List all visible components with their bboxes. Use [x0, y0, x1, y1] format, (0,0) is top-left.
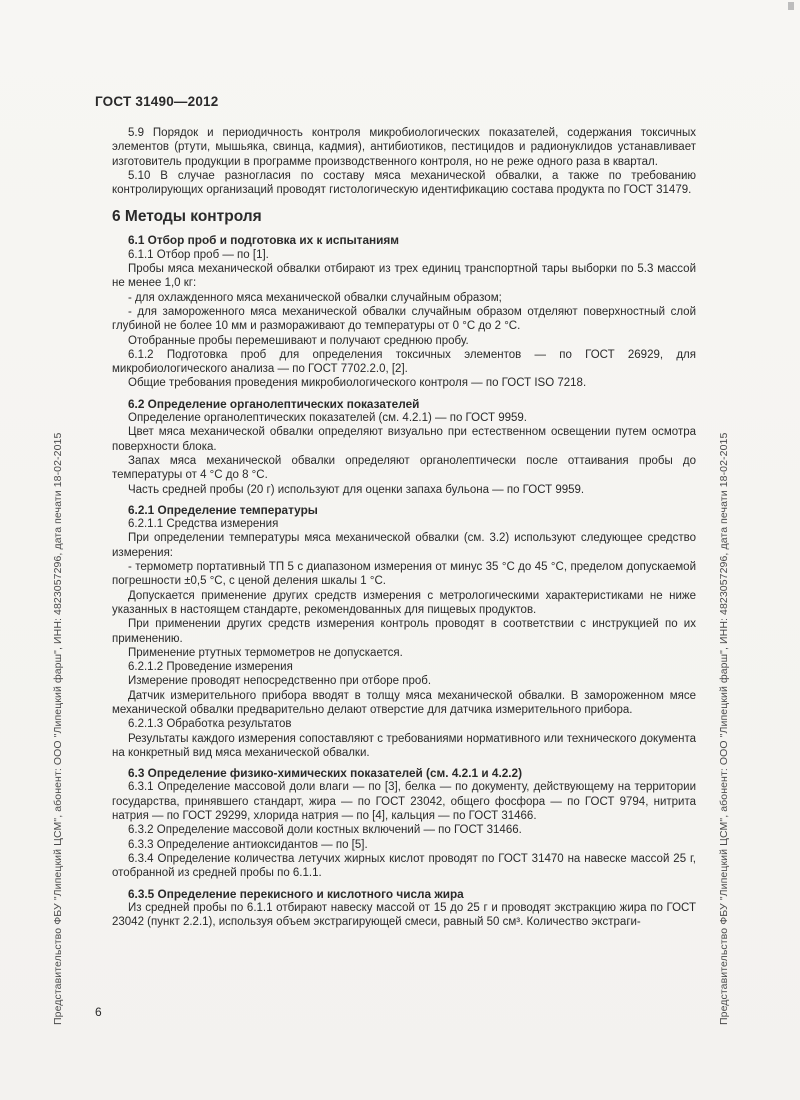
paragraph-text: Из средней пробы по 6.1.1 отбирают навеску массой от 15 до 25 г и проводят экстракцию жира по ГОСТ 23042 (пункт 2.2.1), используя объем экстрагирующей смеси, равный 50 см³. Количество экстраги-: [112, 901, 696, 929]
list-item: - для замороженного мяса механической обвалки случайным образом отделяют поверхностный слой глубиной не более 10 мм и размораживают до температуры от 0 °С до 2 °С.: [112, 305, 696, 333]
list-item: - термометр портативный ТП 5 с диапазоном измерения от минус 35 °С до 45 °С, пределом допускаемой погрешности ±0,5 °С, с ценой деления шкалы 1 °С.: [112, 561, 696, 588]
paragraph-text: Часть средней пробы (20 г) используют для оценки запаха бульона — по ГОСТ 9959.: [128, 483, 585, 496]
paragraph-text: Отобранные пробы перемешивают и получают среднюю пробу.: [128, 334, 469, 347]
subsection-heading-6-3: 6.3 Определение физико-химических показателей (см. 4.2.1 и 4.2.2): [128, 766, 523, 781]
paragraph-text: Общие требования проведения микробиологического контроля — по ГОСТ ISO 7218.: [128, 377, 587, 390]
paragraph-text: Запах мяса механической обвалки определяют органолептически после оттаивания пробы до температуры от 4 °С до 8 °С.: [112, 454, 696, 482]
subsection-heading-6-3-5: 6.3.5 Определение перекисного и кислотного числа жира: [128, 886, 464, 901]
clause-6-2-1-2: 6.2.1.2 Проведение измерения: [128, 661, 293, 674]
clause-6-3-2: 6.3.2 Определение массовой доли костных включений — по ГОСТ 31466.: [128, 824, 522, 837]
subsection-heading-6-1: 6.1 Отбор проб и подготовка их к испытаниям: [128, 233, 400, 248]
paragraph-text: При применении других средств измерения контроль проводят в соответствии с инструкцией по их применению.: [112, 618, 696, 645]
document-id-header: ГОСТ 31490—2012: [95, 94, 219, 109]
side-note-right: Представительство ФБУ "Липецкий ЦСМ", абонент: ООО "Липецкий фарш", ИНН: 4823057296, дата печати 18-02-2015: [718, 432, 730, 1025]
scan-corner-mark: [788, 2, 794, 10]
paragraph-text: Применение ртутных термометров не допускается.: [128, 646, 403, 659]
clause-6-2-1-3: 6.2.1.3 Обработка результатов: [128, 718, 292, 731]
clause-6-1-1: 6.1.1 Отбор проб — по [1].: [128, 248, 269, 261]
side-note-left: Представительство ФБУ "Липецкий ЦСМ", абонент: ООО "Липецкий фарш", ИНН: 4823057296, дата печати 18-02-2015: [52, 432, 64, 1025]
clause-6-3-4: 6.3.4 Определение количества летучих жирных кислот проводят по ГОСТ 31470 на навеске массой 25 г, отобранной из средней пробы по 6.1.1.: [112, 852, 696, 880]
subsection-heading-6-2-1: 6.2.1 Определение температуры: [128, 502, 318, 517]
subsection-heading-6-2: 6.2 Определение органолептических показателей: [128, 396, 420, 411]
document-body: [112, 126, 696, 929]
paragraph-text: Результаты каждого измерения сопоставляют с требованиями нормативного или технического документа на конкретный вид мяса механической обвалки.: [112, 732, 696, 759]
clause-6-1-2: 6.1.2 Подготовка проб для определения токсичных элементов — по ГОСТ 26929, для микробиологического анализа — по ГОСТ 7702.2.0, [2].: [112, 348, 696, 376]
paragraph-text: Датчик измерительного прибора вводят в толщу мяса механической обвалки. В замороженном мясе механической обвалки предварительно делают отверстие для датчика измерительного прибора.: [112, 689, 696, 716]
paragraph-5-9: 5.9 Порядок и периодичность контроля микробиологических показателей, содержания токсичных элементов (ртути, мышьяка, свинца, кадмия), антибиотиков, пестицидов и радионуклидов устанавливает изготовитель продукции в программе производственного контроля, но не реже одного раза в квартал.: [112, 127, 696, 168]
paragraph-text: Допускается применение других средств измерения с метрологическими характеристиками не ниже указанных в настоящем стандарте, рекомендованных для пищевых продуктов.: [112, 589, 696, 616]
paragraph-text: Измерение проводят непосредственно при отборе проб.: [128, 675, 432, 688]
clause-6-3-1: 6.3.1 Определение массовой доли влаги — по [3], белка — по документу, действующему на территории государства, принявшего стандарт, жира — по ГОСТ 23042, общего фосфора — по ГОСТ 9794, нитрита натрия — по ГОСТ 29299, хлорида натрия — по [4], кальция — по ГОСТ 31466.: [112, 781, 696, 823]
clause-6-3-3: 6.3.3 Определение антиоксидантов — по [5].: [128, 838, 368, 851]
clause-6-2-1-1: 6.2.1.1 Средства измерения: [128, 518, 279, 531]
paragraph-text: Пробы мяса механической обвалки отбирают из трех единиц транспортной тары выборки по 5.3 массой не менее 1,0 кг:: [112, 263, 696, 290]
section-heading-6: 6 Методы контроля: [112, 208, 262, 226]
paragraph-text: При определении температуры мяса механической обвалки (см. 3.2) используют следующее средство измерения:: [112, 532, 696, 559]
paragraph-5-10: 5.10 В случае разногласия по составу мяса механической обвалки, а также по требованию контролирующих организаций проводят гистологическую идентификацию состава продукта по ГОСТ 31479.: [112, 169, 696, 197]
paragraph-text: Цвет мяса механической обвалки определяют визуально при естественном освещении путем осмотра поверхности блока.: [112, 426, 696, 453]
paragraph-text: Определение органолептических показателей (см. 4.2.1) — по ГОСТ 9959.: [128, 412, 527, 425]
list-item: - для охлажденного мяса механической обвалки случайным образом;: [128, 291, 502, 304]
page-number: 6: [95, 1005, 102, 1019]
